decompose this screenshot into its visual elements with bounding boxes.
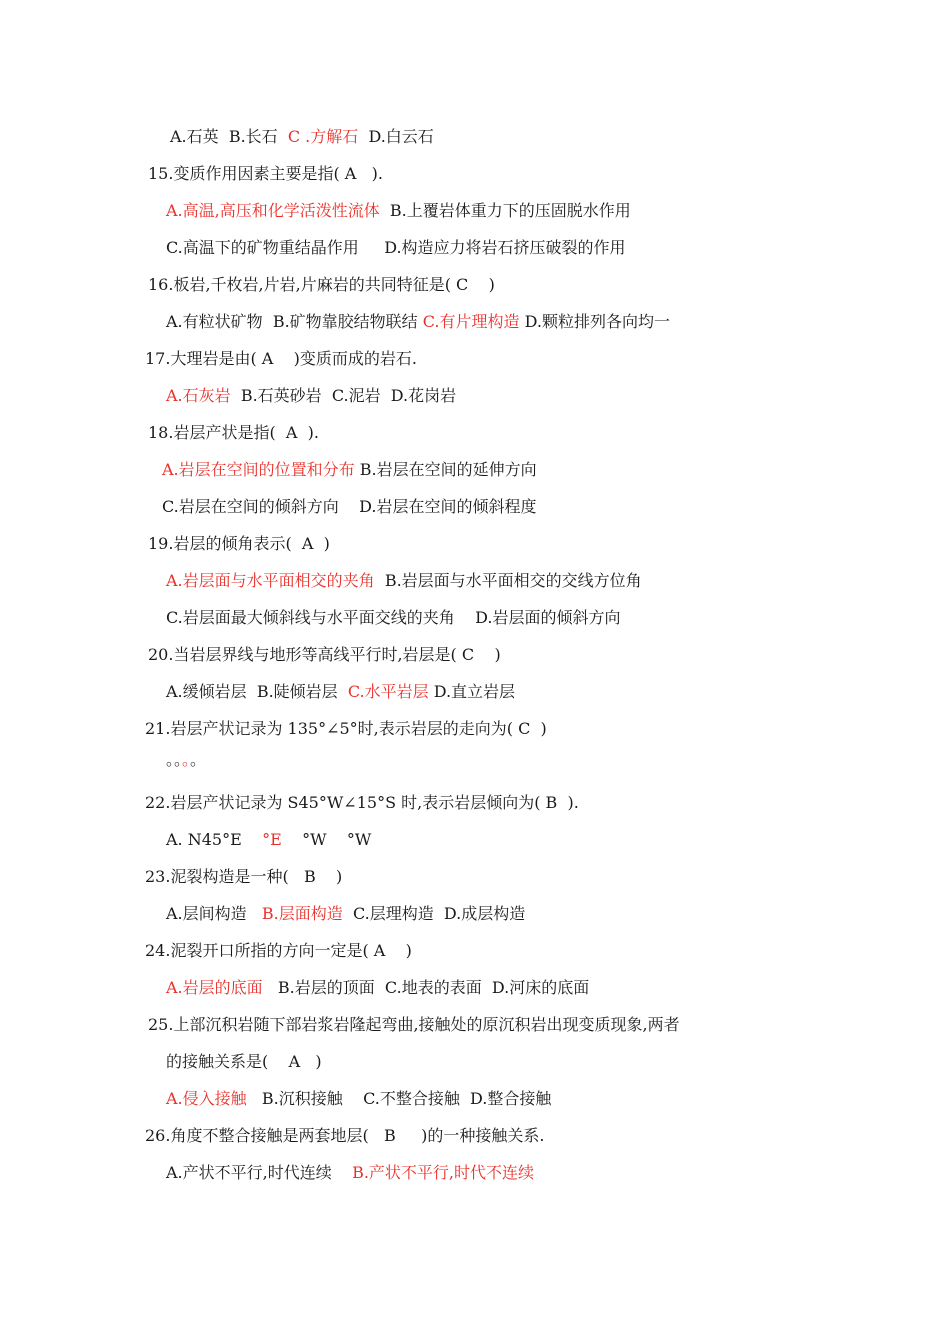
text-line [148,644,501,666]
answer-highlight: C.水平岩层 [347,682,429,701]
text-segment: D.颗粒排列各向均一 [519,312,670,331]
text-segment: B.岩层的顶面 C.地表的表面 D.河床的底面 [262,978,590,997]
text-segment: 25.上部沉积岩随下部岩浆岩隆起弯曲,接触处的原沉积岩出现变质现象,两者 [148,1015,680,1034]
answer-highlight: °E [262,830,282,849]
text-line [166,903,525,925]
text-line [145,348,417,370]
text-line [166,1088,551,1110]
text-segment: °W °W [281,830,372,849]
text-segment: C.岩层面最大倾斜线与水平面交线的夹角 D.岩层面的倾斜方向 [166,608,621,627]
text-segment: 16.板岩,千枚岩,片岩,片麻岩的共同特征是( C ) [148,275,495,294]
text-segment: A. N45°E [166,830,263,849]
answer-highlight: B.产状不平行,时代不连续 [352,1163,535,1182]
text-segment: 15.变质作用因素主要是指( A ). [148,164,383,183]
answer-highlight: C.有片理构造 [422,312,520,331]
text-segment: C.岩层在空间的倾斜方向 D.岩层在空间的倾斜程度 [162,497,537,516]
text-line [166,749,206,771]
text-line [166,1162,534,1184]
text-segment: 19.岩层的倾角表示( A ) [148,534,330,553]
text-line [162,459,537,481]
answer-highlight: A.高温,高压和化学活泼性流体 [166,201,380,220]
text-line [166,829,371,851]
text-segment: 22.岩层产状记录为 S45°W∠15°S 时,表示岩层倾向为( B ). [145,793,579,812]
answer-highlight: B.层面构造 [261,904,343,923]
text-line [162,496,536,518]
text-line [170,126,434,148]
text-segment: D.白云石 [358,127,434,146]
text-line [166,977,589,999]
text-segment: C.高温下的矿物重结晶作用 D.构造应力将岩石挤压破裂的作用 [166,238,626,257]
answer-highlight: A.石灰岩 [166,386,231,405]
text-segment: B.石英砂岩 C.泥岩 D.花岗岩 [230,386,457,405]
text-segment: B.沉积接触 C.不整合接触 D.整合接触 [246,1089,552,1108]
answer-highlight: A.岩层在空间的位置和分布 [162,460,355,479]
text-line [166,237,626,259]
text-line [145,1125,544,1147]
text-line [145,866,342,888]
text-segment: 23.泥裂构造是一种( B ) [145,867,343,886]
text-segment: D.直立岩层 [428,682,516,701]
text-segment: B.岩层在空间的延伸方向 [354,460,537,479]
text-line [145,940,412,962]
text-segment: 26.角度不整合接触是两套地层( B )的一种接触关系. [145,1126,545,1145]
text-line [166,385,456,407]
text-segment: 的接触关系是( A ) [166,1052,322,1071]
answer-highlight: 。 [182,750,191,769]
text-segment: B.上覆岩体重力下的压固脱水作用 [379,201,631,220]
answer-highlight: A.侵入接触 [166,1089,247,1108]
text-segment: B.岩层面与水平面相交的交线方位角 [374,571,642,590]
text-segment: A.石英 B.长石 [170,127,288,146]
text-line [148,163,383,185]
text-line [166,607,620,629]
text-segment: A.缓倾岩层 B.陡倾岩层 [166,682,348,701]
text-line [166,311,670,333]
text-line [166,200,631,222]
text-segment: A.层间构造 [166,904,262,923]
text-segment: A.产状不平行,时代连续 [166,1163,353,1182]
text-line [166,681,515,703]
answer-highlight: A.岩层面与水平面相交的夹角 [166,571,375,590]
text-segment: 。 [190,750,207,769]
text-segment: 18.岩层产状是指( A ). [148,423,319,442]
text-segment: 17.大理岩是由( A )变质而成的岩石. [145,349,418,368]
text-segment: 24.泥裂开口所指的方向一定是( A ) [145,941,412,960]
text-line [148,533,330,555]
text-line [148,274,495,296]
text-line [166,1051,322,1073]
text-line [145,718,547,740]
answer-highlight: C .方解石 [287,127,359,146]
text-segment: 21.岩层产状记录为 135°∠5°时,表示岩层的走向为( C ) [145,719,547,738]
text-segment: 20.当岩层界线与地形等高线平行时,岩层是( C ) [148,645,501,664]
answer-highlight: A.岩层的底面 [166,978,263,997]
text-segment: C.层理构造 D.成层构造 [342,904,526,923]
text-line [148,422,319,444]
text-line [166,570,642,592]
text-segment: A.有粒状矿物 B.矿物靠胶结物联结 [166,312,423,331]
text-line [145,792,579,814]
text-segment: 。。 [166,750,183,769]
text-line [148,1014,680,1036]
